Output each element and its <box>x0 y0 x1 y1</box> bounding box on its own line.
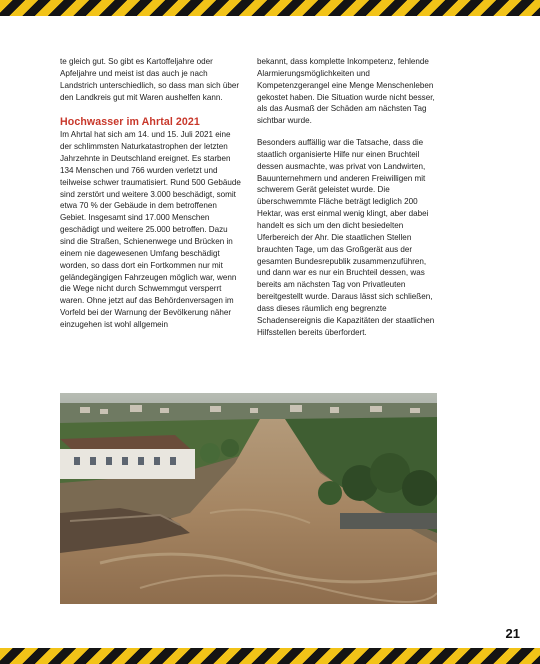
left-column <box>60 56 241 331</box>
hazard-stripe-top <box>0 0 540 16</box>
section-heading: Hochwasser im Ahrtal 2021 <box>60 116 200 129</box>
flood-photo <box>60 393 437 604</box>
page-number: 21 <box>505 626 520 641</box>
right-paragraph-2: Besonders auffällig war die Tatsache, dass die staatlich organisierte Hilfe nur einen Bruchteil dessen ausmachte, was privat von Landwirten, Bauunternehmern und anderen Freiwilligen mit schwerem Gerät geleistet wurde. Die überschwemmte Fläche beträgt lediglich 200 Hektar, was erst einmal wenig klingt, aber dabei handelt es sich um den dicht besiedelten Uferbereich der Ahr. Die staatlichen Stellen brauchten Tage, um das Großgerät aus der gesamten Bundesrepublik zusammenzuführen, und dann war es nur ein Bruchteil dessen, was bereits am nächsten Tag von Privatleuten bereitgestellt wurde. Daraus lässt sich schließen, dass dieses räumlich eng begrenzte Schadensereignis die Kapazitäten der staatlichen Hilfsstellen bereits überfordert. <box>257 138 435 337</box>
right-column <box>257 56 438 338</box>
right-paragraph-1: bekannt, dass komplette Inkompetenz, fehlende Alarmierungsmöglichkeiten und Kompetenzgerangel eine Menge Menschenleben gekostet haben. Die Situation wurde nicht besser, als das Ausmaß der Schäden am nächsten Tag sichtbar wurde. <box>257 57 435 126</box>
section-gap <box>60 103 241 116</box>
body-paragraph: Im Ahrtal hat sich am 14. und 15. Juli 2021 eine der schlimmsten Naturkatastrophen der letzten Jahrzehnte in Deutschland ereignet. Es starben 134 Menschen und 766 wurden verletzt und teilweise schwer traumatisiert. Rund 500 Gebäude sind zerstört und weitere 3.000 beschädigt, somit etwa 70 % der Gebäude in dem betroffenen Gebiet. Insgesamt sind 17.000 Menschen geschädigt und weitere 25.000 betroffen. Dazu sind die Straßen, Schienenwege und Brücken in einem nie dagewesenen Umfang beschädigt worden, so dass dort ein Fortkommen nur mit geländegängigen Fahrzeugen möglich war, wenn die Wege nicht durch Schwemmgut versperrt waren. Ohne jetzt auf das Behördenversagen im Vorfeld bei der Warnung der Bevölkerung näher einzugehen ist wohl allgemein <box>60 130 241 329</box>
hazard-stripe-bottom <box>0 648 540 664</box>
intro-paragraph: te gleich gut. So gibt es Kartoffeljahre oder Apfeljahre und meist ist das auch je nach Landstrich unterschiedlich, so dass man sich über den Landkreis gut mit Waren aushelfen kann. <box>60 57 240 102</box>
